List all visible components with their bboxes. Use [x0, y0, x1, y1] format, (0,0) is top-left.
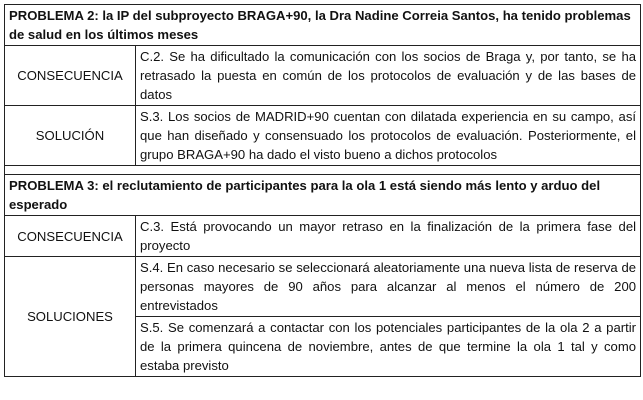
- spacer-row: [5, 166, 641, 175]
- problems-table: [4, 4, 641, 377]
- problem2-solution-text: S.3. Los socios de MADRID+90 cuentan con dilatada experiencia en su campo, así que han diseñado y consensuado los protocolos de evaluación. Posteriormente, el grupo BRAGA+90 ha dado el visto bueno a dichos protocolos: [136, 106, 641, 166]
- problem3-header-row: [5, 175, 641, 216]
- problem2-consequence-label: CONSECUENCIA: [5, 46, 136, 106]
- problem3-consequence-label: CONSECUENCIA: [5, 216, 136, 257]
- problem3-consequence-row: [5, 216, 641, 257]
- problem3-consequence-text: C.3. Está provocando un mayor retraso en la finalización de la primera fase del proyecto: [136, 216, 641, 257]
- problem2-solution-row: [5, 106, 641, 166]
- problem3-solution-row-1: [5, 257, 641, 317]
- problem3-title: PROBLEMA 3: el reclutamiento de participantes para la ola 1 está siendo más lento y arduo del esperado: [5, 175, 641, 216]
- problem2-consequence-row: [5, 46, 641, 106]
- problem2-consequence-text: C.2. Se ha dificultado la comunicación con los socios de Braga y, por tanto, se ha retrasado la puesta en común de los protocolos de evaluación y de las bases de datos: [136, 46, 641, 106]
- problem3-solution-1-text: S.4. En caso necesario se seleccionará aleatoriamente una nueva lista de reserva de personas mayores de 90 años para alcanzar al menos el número de 200 entrevistados: [136, 257, 641, 317]
- spacer-cell: [5, 166, 641, 175]
- problem3-solution-2-text: S.5. Se comenzará a contactar con los potenciales participantes de la ola 2 a partir de la primera quincena de noviembre, antes de que termine la ola 1 tal y como estaba previsto: [136, 317, 641, 377]
- problem3-solutions-label: SOLUCIONES: [5, 257, 136, 377]
- problem2-title: PROBLEMA 2: la IP del subproyecto BRAGA+90, la Dra Nadine Correia Santos, ha tenido problemas de salud en los últimos meses: [5, 5, 641, 46]
- problem2-header-row: [5, 5, 641, 46]
- problems-table-container: [4, 4, 640, 377]
- problem2-solution-label: SOLUCIÓN: [5, 106, 136, 166]
